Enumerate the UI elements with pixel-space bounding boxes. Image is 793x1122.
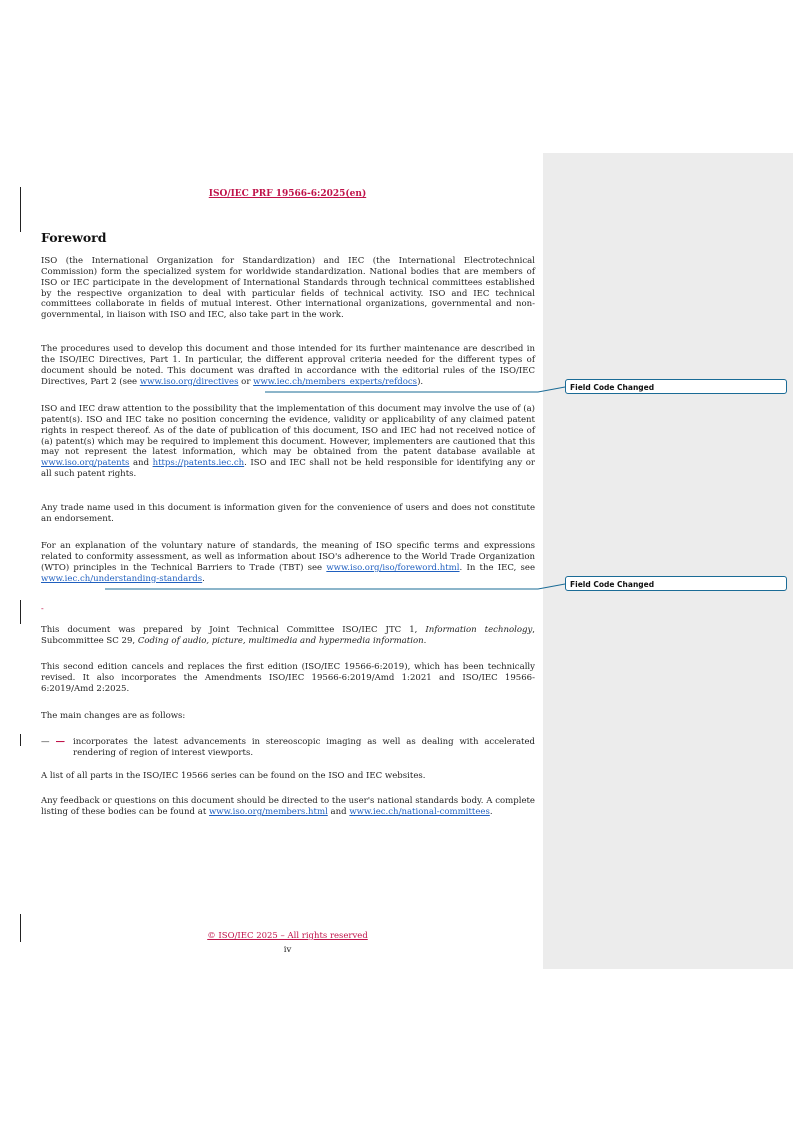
list-dash: — — [41, 737, 50, 747]
comment-connector-line — [105, 584, 565, 589]
paragraph-text: For an explanation of the voluntary nature of standards, the meaning of ISO specific terms and expressions related to conformity assessment, as well as information about ISO's adherence to the World Trade Organization (WTO) principles in the Technical Barriers to Trade (TBT) see — [41, 541, 535, 573]
document-header: ISO/IEC PRF 19566-6:2025(en) — [208, 189, 367, 199]
paragraph-text: A list of all parts in the ISO/IEC 19566 series can be found on the ISO and IEC websites. — [41, 771, 426, 781]
paragraph-text: . — [202, 573, 205, 584]
deleted-dash: — — [56, 737, 65, 747]
link-iso-patents[interactable]: www.iso.org/patents — [41, 458, 130, 469]
paragraph-text: The procedures used to develop this document and those intended for its further maintenance are described in the ISO/IEC Directives, Part 1. In particular, the different approval criteria needed for the different types of document should be noted. This document was drafted in accordance with the editorial rules of the ISO/IEC Directives, Part 2 (see — [41, 344, 535, 387]
paragraph-text: This second edition cancels and replaces the first edition (ISO/IEC 19566-6:2019), which has been technically revised. It also incorporates the Amendments ISO/IEC 19566-6:2019/Amd 1:2021 and ISO/IEC 19566-6:2019/Amd 2:2025. — [41, 662, 535, 694]
link-iec-national-committees[interactable]: www.iec.ch/national-committees — [349, 806, 490, 817]
link-iec-understanding[interactable]: www.iec.ch/understanding-standards — [41, 573, 203, 584]
revision-marker: - — [41, 604, 44, 613]
paragraph-text: Any trade name used in this document is information given for the convenience of users and does not constitute an endorsement. — [41, 503, 535, 524]
paragraph-text: This document was prepared by Joint Technical Committee ISO/IEC JTC 1, — [41, 625, 426, 635]
paragraph-text: and — [327, 806, 350, 817]
copyright-footer: © ISO/IEC 2025 – All rights reserved — [207, 931, 368, 941]
paragraph-text: The main changes are as follows: — [41, 711, 186, 721]
link-iec-refdocs[interactable]: www.iec.ch/members_experts/refdocs — [253, 376, 418, 387]
paragraph-text: . — [423, 635, 427, 646]
paragraph-text: ISO (the International Organization for Standardization) and IEC (the International Electrotechnical Commission) form the specialized system for worldwide standardization. National bodies that are members of ISO or IEC participate in the development of International Standards through technical committees established by the respective organization to deal with particular fields of technical activity. ISO and IEC technical committees collaborate in fields of mutual interest. Other international organizations, governmental and non-governmental, in liaison with ISO and IEC, also take part in the work. — [41, 256, 535, 321]
comment-balloon-2[interactable]: Field Code Changed — [565, 576, 787, 591]
paragraph-text: . ISO and IEC shall not be held responsible for identifying any or all such patent rights. — [41, 458, 536, 480]
paragraph-text: and — [129, 458, 153, 469]
paragraph-text: ). — [417, 376, 424, 387]
link-iso-foreword[interactable]: www.iso.org/iso/foreword.html — [326, 562, 460, 573]
paragraph-text: or — [238, 376, 254, 387]
comment-balloon-1[interactable]: Field Code Changed — [565, 379, 787, 394]
paragraph-text: . In the IEC, see — [459, 562, 536, 573]
link-iso-directives[interactable]: www.iso.org/directives — [139, 376, 239, 387]
comment-connector-line — [265, 387, 565, 392]
list-item: incorporates the latest advancements in stereoscopic imaging as well as dealing with accelerated rendering of region of interest viewports. — [73, 737, 535, 758]
link-iso-members[interactable]: www.iso.org/members.html — [208, 806, 328, 817]
paragraph-text: Any feedback or questions on this document should be directed to the user's national standards body. A complete listing of these bodies can be found at — [41, 796, 535, 817]
subcommittee-name: Coding of audio, picture, multimedia and hypermedia information — [137, 635, 424, 646]
paragraph-text: , Subcommittee SC 29, — [41, 625, 535, 646]
foreword-heading: Foreword — [41, 230, 107, 245]
paragraph-text: . — [489, 806, 493, 817]
page-number: iv — [283, 945, 292, 955]
paragraph-text: ISO and IEC draw attention to the possibility that the implementation of this document may involve the use of (a) patent(s). ISO and IEC take no position concerning the evidence, validity or applicability of any claimed patent rights in respect thereof. As of the date of publication of this document, ISO and IEC had not received notice of (a) patent(s) which may be required to implement this document. However, implementers are cautioned that this may not represent the latest information, which may be obtained from the patent database available at — [41, 404, 535, 458]
committee-name: Information technology — [425, 625, 533, 635]
link-iec-patents[interactable]: https://patents.iec.ch — [152, 458, 245, 469]
